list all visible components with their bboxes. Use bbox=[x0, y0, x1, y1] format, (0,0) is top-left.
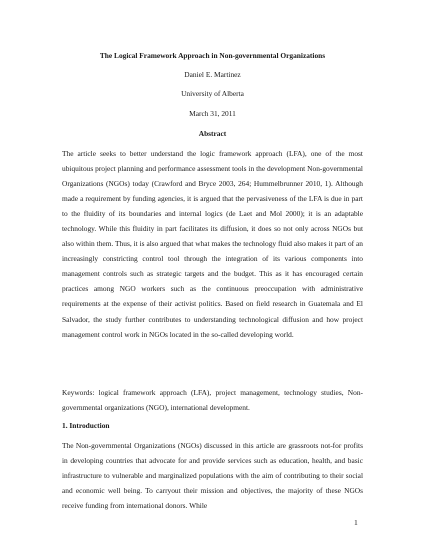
paper-title: The Logical Framework Approach in Non-governmental Organizations bbox=[99, 51, 326, 60]
keywords-text: Keywords: logical framework approach (LFA), project management, technology studies, Non-governmental organizations (NGO), international development. bbox=[62, 388, 363, 413]
author-name: Daniel E. Martinez bbox=[184, 70, 241, 79]
section-heading-introduction: 1. Introduction bbox=[62, 421, 110, 430]
author-affiliation: University of Alberta bbox=[181, 89, 244, 98]
paper-date: March 31, 2011 bbox=[189, 109, 236, 118]
abstract-heading: Abstract bbox=[198, 129, 227, 138]
abstract-text: The article seeks to better understand the logic framework approach (LFA), one of the most ubiquitous project planning and performance assessment tools in the development Non-governmental Organizations (NGOs) today (Crawford and Bryce 2003, 264; Hummelbrunner 2010, 1). Although made a requirement by funding agencies, it is argued that the pervasiveness of the LFA is due in part to the fluidity of its boundaries and internal logics (de Laet and Mol 2000); it is an adaptable technology. While this fluidity in part facilitates its diffusion, it does so not only across NGOs but also within them. Thus, it is also argued that what makes the technology fluid also makes it part of an increasingly constricting control tool through the integration of its various components into management controls such as strategic targets and the budget. This as it has encouraged certain practices among NGO workers such as the continuous preoccupation with administrative requirements at the expense of their activist politics. Based on field research in Guatemala and El Salvador, the study further contributes to understanding technological diffusion and how project management control work in NGOs located in the so-called developing world. bbox=[62, 149, 363, 339]
page-number: 1 bbox=[354, 518, 358, 527]
introduction-text: The Non-governmental Organizations (NGOs) discussed in this article are grassroots not-for profits in developing countries that advocate for and provide services such as education, health, and basic infrastructure to vulnerable and marginalized populations with the aim of contributing to their social and economic well being. To carryout their mission and objectives, the majority of these NGOs receive funding from international donors. While bbox=[62, 441, 363, 511]
